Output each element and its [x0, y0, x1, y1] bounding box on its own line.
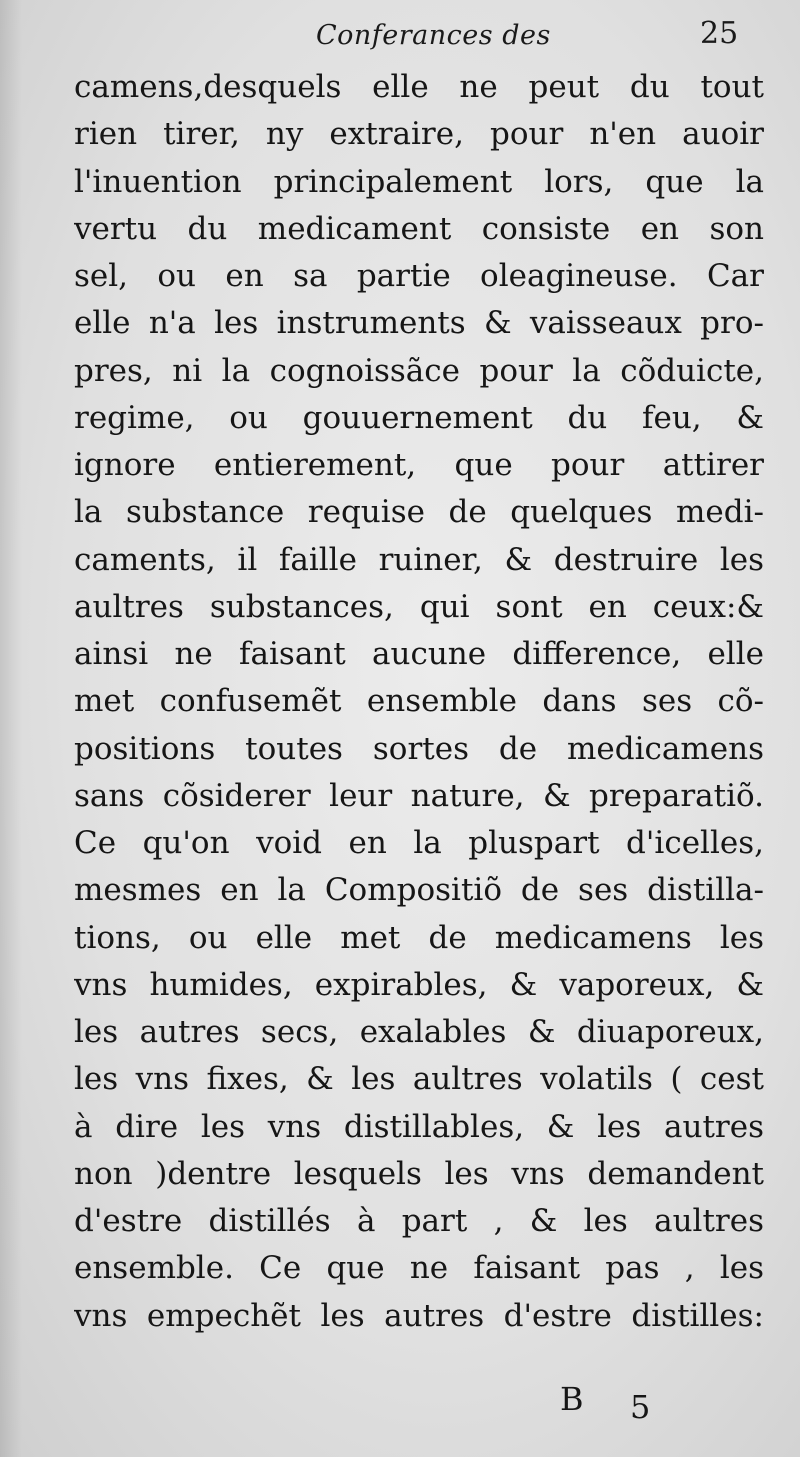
text-line: sans cõsiderer leur nature, & preparatiõ. — [74, 777, 764, 814]
text-line: l'inuention principalement lors, que la — [74, 163, 764, 200]
page-body-text — [74, 64, 764, 1340]
text-line: caments, il faille ruiner, & destruire les — [74, 541, 764, 578]
text-line: pres, ni la cognoissãce pour la cõduicte, — [74, 352, 764, 389]
text-line: elle n'a les instruments & vaisseaux pro- — [74, 305, 764, 342]
signature-mark: B — [560, 1380, 584, 1418]
page-gutter-shadow — [0, 0, 22, 1457]
running-head-title: Conferances des — [316, 20, 551, 51]
signature-number: 5 — [630, 1388, 651, 1426]
text-line: positions toutes sortes de medicamens — [74, 730, 764, 767]
text-line: rien tirer, ny extraire, pour n'en auoir — [74, 116, 764, 153]
text-line: ignore entierement, que pour attirer — [74, 447, 764, 483]
page-number: 25 — [700, 16, 739, 51]
text-line: ainsi ne faisant aucune difference, elle — [74, 636, 764, 672]
text-line: les autres secs, exalables & diuaporeux, — [74, 1014, 764, 1050]
text-line: la substance requise de quelques medi- — [74, 494, 764, 531]
text-line: aultres substances, qui sont en ceux:& — [74, 588, 764, 625]
text-line: non )dentre lesquels les vns demandent — [74, 1155, 764, 1192]
text-line: à dire les vns distillables, & les autres — [74, 1108, 764, 1145]
text-line: ensemble. Ce que ne faisant pas , les — [74, 1250, 764, 1287]
text-line: Ce qu'on void en la pluspart d'icelles, — [74, 825, 764, 861]
text-line: sel, ou en sa partie oleagineuse. Car — [74, 258, 764, 294]
text-line: vns humides, expirables, & vaporeux, & — [74, 966, 764, 1003]
text-line: camens,desquels elle ne peut du tout — [74, 69, 764, 105]
text-line: d'estre distillés à part , & les aultres — [74, 1203, 764, 1239]
text-line: mesmes en la Compositiõ de ses distilla- — [74, 872, 764, 909]
text-line: regime, ou gouuernement du feu, & — [74, 399, 764, 436]
text-line: vertu du medicament consiste en son — [74, 210, 764, 247]
text-line: met confusemẽt ensemble dans ses cõ- — [74, 683, 764, 720]
text-line: vns empechẽt les autres d'estre distilles: — [74, 1297, 764, 1334]
text-line: tions, ou elle met de medicamens les — [74, 919, 764, 956]
text-line: les vns fixes, & les aultres volatils ( cest — [74, 1061, 764, 1098]
